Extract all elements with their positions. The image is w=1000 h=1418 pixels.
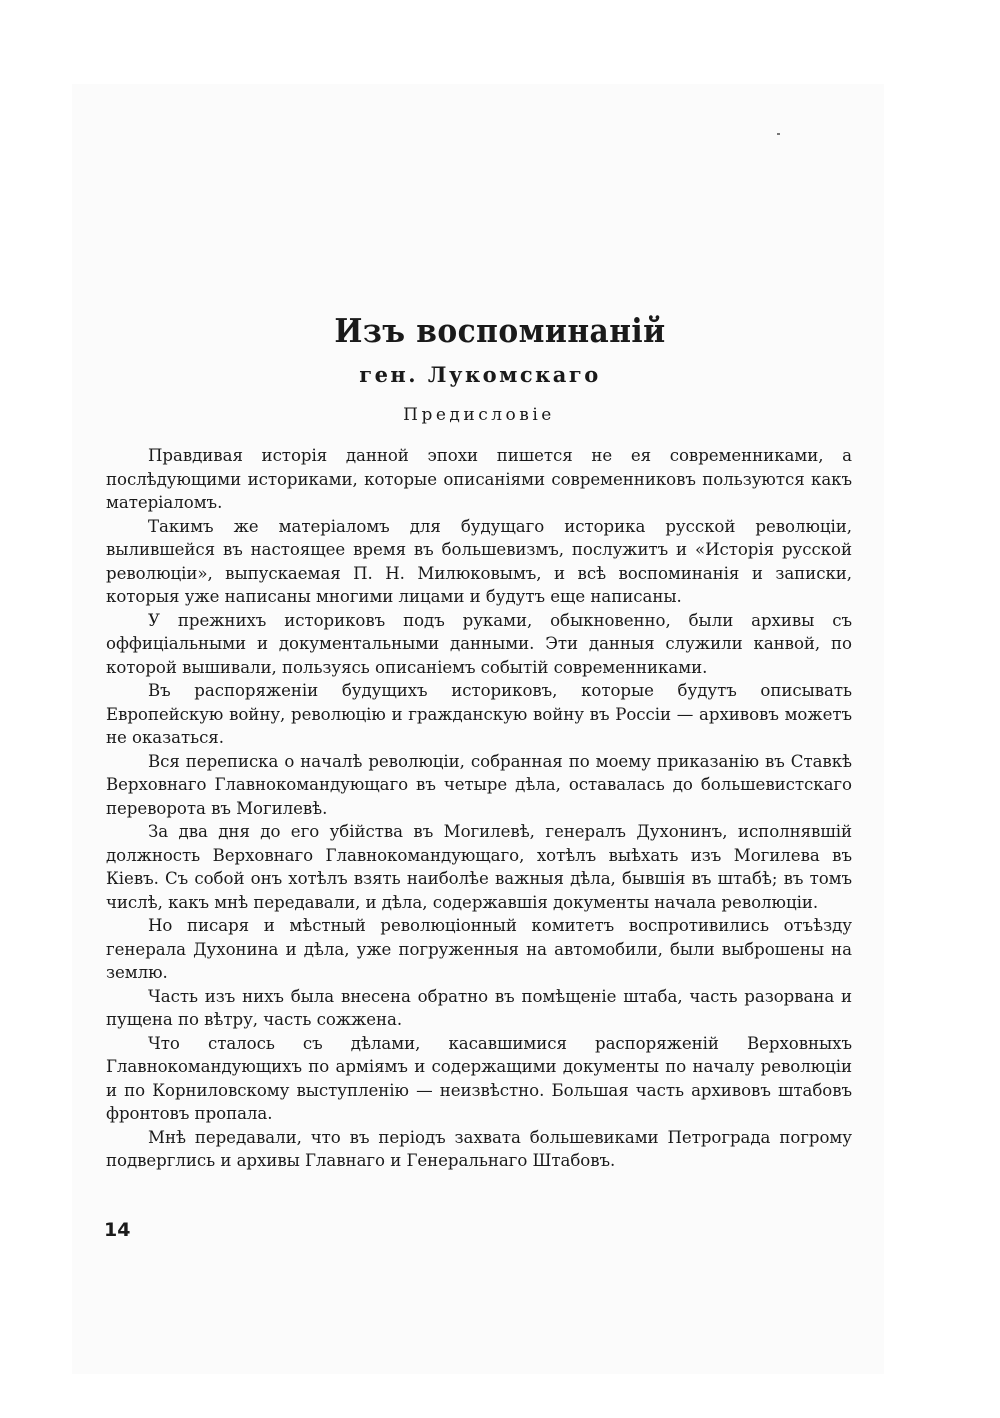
paragraph: Въ распоряженіи будущихъ историковъ, которые будутъ описывать Европейскую войну, революцію и гражданскую войну въ Россіи — архивовъ можетъ не оказаться.: [106, 681, 852, 747]
paragraph: Часть изъ нихъ была внесена обратно въ помѣщеніе штаба, часть разорвана и пущена по вѣтру, часть сожжена.: [106, 986, 852, 1029]
scan-speck: [777, 133, 780, 135]
paragraph: За два дня до его убійства въ Могилевѣ, генералъ Духонинъ, исполнявшій должность Верховнаго Главнокомандующаго, хотѣлъ выѣхать изъ Могилева въ Кіевъ. Съ собой онъ хотѣлъ взять наиболѣе важныя дѣла, бывшія въ штабѣ; въ томъ числѣ, какъ мнѣ передавали, и дѣла, содержавшія документы начала революціи.: [106, 822, 852, 912]
document-subtitle: ген. Лукомскаго: [359, 362, 601, 387]
paragraph: Что сталось съ дѣлами, касавшимися распоряженій Верховныхъ Главнокомандующихъ по арміямъ и содержащими документы по началу революціи и по Корниловскому выступленію — неизвѣстно. Большая часть архивовъ штабовъ фронтовъ пропала.: [106, 1033, 852, 1123]
paragraph: У прежнихъ историковъ подъ руками, обыкновенно, были архивы съ оффиціальными и документальными данными. Эти данныя служили канвой, по которой вышивали, пользуясь описаніемъ событій современниками.: [106, 610, 852, 677]
paragraph: Мнѣ передавали, что въ періодъ захвата большевиками Петрограда погрому подверглись и архивы Главнаго и Генеральнаго Штабовъ.: [106, 1127, 852, 1170]
page-number: 14: [104, 1219, 131, 1241]
body-text: [106, 444, 852, 1173]
paragraph: Но писаря и мѣстный революціонный комитетъ воспротивились отъѣзду генерала Духонина и дѣла, уже погруженныя на автомобили, были выброшены на землю.: [106, 916, 852, 982]
paragraph: Такимъ же матеріаломъ для будущаго историка русской революціи, вылившейся въ настоящее время въ большевизмъ, послужитъ и «Исторія русской революціи», выпускаемая П. Н. Милюковымъ, и всѣ воспоминанія и записки, которыя уже написаны многими лицами и будутъ еще написаны.: [106, 516, 852, 606]
paragraph: Вся переписка о началѣ революціи, собранная по моему приказанію въ Ставкѣ Верховнаго Главнокомандующаго въ четыре дѣла, оставалась до большевистскаго переворота въ Могилевѣ.: [106, 751, 852, 818]
section-heading: Предисловіе: [403, 405, 555, 425]
paragraph: Правдивая исторія данной эпохи пишется не ея современниками, а послѣдующими историками, которые описаніями современниковъ пользуются какъ матеріаломъ.: [106, 446, 852, 512]
document-title: Изъ воспоминаній: [334, 311, 666, 350]
